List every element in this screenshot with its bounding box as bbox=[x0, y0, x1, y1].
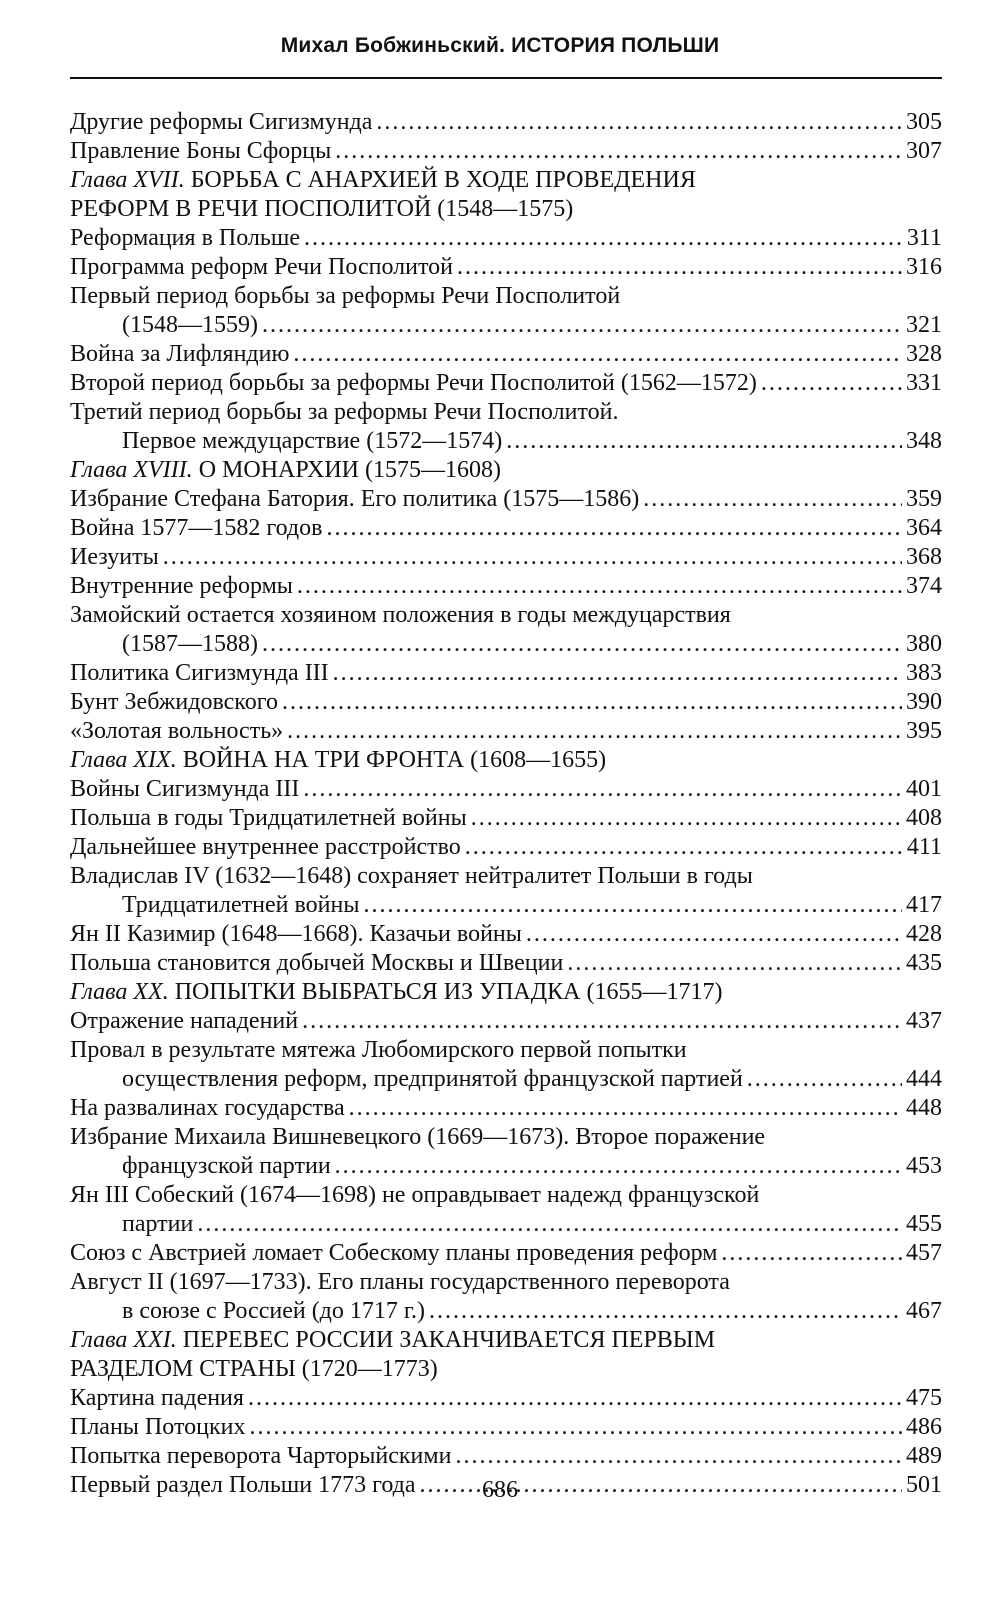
chapter-number: Глава XXI. bbox=[70, 1327, 177, 1353]
toc-page-number: 417 bbox=[906, 892, 942, 918]
leader-dots bbox=[304, 224, 902, 253]
chapter-number: Глава XX. bbox=[70, 979, 169, 1005]
leader-dots bbox=[349, 1094, 902, 1123]
chapter-title: ПЕРЕВЕС РОССИИ ЗАКАНЧИВАЕТСЯ ПЕРВЫМ bbox=[182, 1327, 716, 1353]
toc-entry-cont: французской партии . . . 453 bbox=[70, 1152, 942, 1181]
toc-page-number: 435 bbox=[906, 950, 942, 976]
toc-entry: Бунт Зебжидовского . . . 390 bbox=[70, 688, 942, 717]
chapter-title: ПОПЫТКИ ВЫБРАТЬСЯ ИЗ УПАДКА (1655—1717) bbox=[174, 979, 723, 1005]
toc-page-number: 411 bbox=[906, 834, 942, 860]
toc-entry: Замойский остается хозяином положения в годы междуцарствия bbox=[70, 602, 731, 628]
toc-page-number: 448 bbox=[906, 1095, 942, 1121]
chapter-heading-cont bbox=[70, 1355, 942, 1384]
toc-entry: Война за Лифляндию . . . 328 bbox=[70, 340, 942, 369]
toc-page-number: 348 bbox=[906, 428, 942, 454]
toc-entry: Отражение нападений . . . 437 bbox=[70, 1007, 942, 1036]
toc-page-number: 444 bbox=[906, 1066, 942, 1092]
leader-dots bbox=[465, 833, 902, 862]
toc-page-number: 307 bbox=[906, 138, 942, 164]
leader-dots bbox=[747, 1065, 902, 1094]
toc-entry: Провал в результате мятежа Любомирского первой попытки bbox=[70, 1037, 687, 1063]
toc-page-number: 331 bbox=[906, 370, 942, 396]
leader-dots bbox=[457, 253, 902, 282]
leader-dots bbox=[526, 920, 902, 949]
toc-entry: Избрание Стефана Батория. Его политика (1575—1586) . . . 359 bbox=[70, 485, 942, 514]
page-number: 686 bbox=[482, 1477, 518, 1503]
toc-entry: Первый период борьбы за реформы Речи Посполитой bbox=[70, 283, 621, 309]
toc-page-number: 321 bbox=[906, 312, 942, 338]
toc-entry: Третий период борьбы за реформы Речи Посполитой. bbox=[70, 399, 619, 425]
toc-entry: Ян II Казимир (1648—1668). Казачьи войны . . . 428 bbox=[70, 920, 942, 949]
toc-page-number: 380 bbox=[906, 631, 942, 657]
chapter-heading-cont bbox=[70, 195, 942, 224]
toc-page-number: 401 bbox=[906, 776, 942, 802]
toc-entry: Политика Сигизмунда III . . . 383 bbox=[70, 659, 942, 688]
toc-page-number: 395 bbox=[906, 718, 942, 744]
toc-entry: Дальнейшее внутреннее расстройство . . . 411 bbox=[70, 833, 942, 862]
running-header: Михал Бобжиньский. ИСТОРИЯ ПОЛЬШИ bbox=[280, 34, 720, 57]
leader-dots bbox=[302, 1007, 902, 1036]
header-rule bbox=[70, 77, 942, 79]
toc-entry: Избрание Михаила Вишневецкого (1669—1673). Второе поражение bbox=[70, 1124, 766, 1150]
leader-dots bbox=[248, 1384, 902, 1413]
chapter-title: О МОНАРХИИ (1575—1608) bbox=[198, 457, 501, 483]
table-of-contents bbox=[70, 108, 942, 1500]
leader-dots bbox=[287, 717, 902, 746]
leader-dots bbox=[249, 1413, 902, 1442]
toc-page-number: 383 bbox=[906, 660, 942, 686]
chapter-heading bbox=[70, 166, 942, 195]
leader-dots bbox=[282, 688, 902, 717]
toc-page-number: 328 bbox=[906, 341, 942, 367]
toc-page-number: 311 bbox=[906, 225, 942, 251]
toc-entry: Война 1577—1582 годов . . . 364 bbox=[70, 514, 942, 543]
toc-entry-cont: в союзе с Россией (до 1717 г.) . . . 467 bbox=[70, 1297, 942, 1326]
toc-entry: Реформация в Польше . . . 311 bbox=[70, 224, 942, 253]
leader-dots bbox=[335, 137, 902, 166]
toc-entry: Иезуиты . . . 368 bbox=[70, 543, 942, 572]
toc-entry: Польша становится добычей Москвы и Швеции . . . 435 bbox=[70, 949, 942, 978]
chapter-title: РЕФОРМ В РЕЧИ ПОСПОЛИТОЙ (1548—1575) bbox=[70, 196, 574, 222]
toc-page-number: 368 bbox=[906, 544, 942, 570]
toc-page-number: 453 bbox=[906, 1153, 942, 1179]
toc-entry: Первый раздел Польши 1773 года . . . 501 bbox=[70, 1471, 942, 1500]
toc-entry: Планы Потоцких . . . 486 bbox=[70, 1413, 942, 1442]
toc-entry: Второй период борьбы за реформы Речи Посполитой (1562—1572) . . . 331 bbox=[70, 369, 942, 398]
toc-page-number: 501 bbox=[906, 1472, 942, 1498]
toc-page-number: 305 bbox=[906, 109, 942, 135]
toc-entry: Программа реформ Речи Посполитой . . . 316 bbox=[70, 253, 942, 282]
toc-page-number: 455 bbox=[906, 1211, 942, 1237]
toc-entry: «Золотая вольность» . . . 395 bbox=[70, 717, 942, 746]
leader-dots bbox=[333, 659, 902, 688]
toc-entry-cont: осуществления реформ, предпринятой французской партией . . . 444 bbox=[70, 1065, 942, 1094]
toc-entry: Правление Боны Сфорцы . . . 307 bbox=[70, 137, 942, 166]
leader-dots bbox=[721, 1239, 902, 1268]
chapter-number: Глава XVII. bbox=[70, 167, 185, 193]
toc-page-number: 486 bbox=[906, 1414, 942, 1440]
toc-page-number: 457 bbox=[906, 1240, 942, 1266]
toc-entry: Август II (1697—1733). Его планы государственного переворота bbox=[70, 1269, 730, 1295]
toc-entry: Польша в годы Тридцатилетней войны . . . 408 bbox=[70, 804, 942, 833]
leader-dots bbox=[297, 572, 902, 601]
toc-entry-cont: (1587—1588) . . . 380 bbox=[70, 630, 942, 659]
toc-page-number: 408 bbox=[906, 805, 942, 831]
leader-dots bbox=[376, 108, 902, 137]
chapter-number: Глава XIX. bbox=[70, 747, 177, 773]
toc-page-number: 364 bbox=[906, 515, 942, 541]
leader-dots bbox=[761, 369, 902, 398]
chapter-title: РАЗДЕЛОМ СТРАНЫ (1720—1773) bbox=[70, 1356, 438, 1382]
leader-dots bbox=[197, 1210, 902, 1239]
leader-dots bbox=[471, 804, 902, 833]
chapter-heading bbox=[70, 978, 942, 1007]
toc-entry-cont: партии . . . 455 bbox=[70, 1210, 942, 1239]
chapter-title: БОРЬБА С АНАРХИЕЙ В ХОДЕ ПРОВЕДЕНИЯ bbox=[190, 167, 696, 193]
toc-entry-cont: (1548—1559) . . . 321 bbox=[70, 311, 942, 340]
toc-entry-cont: Первое междуцарствие (1572—1574) . . . 348 bbox=[70, 427, 942, 456]
toc-entry: Другие реформы Сигизмунда . . . 305 bbox=[70, 108, 942, 137]
toc-page-number: 359 bbox=[906, 486, 942, 512]
toc-entry-cont: Тридцатилетней войны . . . 417 bbox=[70, 891, 942, 920]
toc-page-number: 437 bbox=[906, 1008, 942, 1034]
toc-entry: Ян III Собеский (1674—1698) не оправдывает надежд французской bbox=[70, 1182, 760, 1208]
toc-page-number: 390 bbox=[906, 689, 942, 715]
toc-entry: Попытка переворота Чарторыйскими . . . 489 bbox=[70, 1442, 942, 1471]
leader-dots bbox=[643, 485, 902, 514]
leader-dots bbox=[455, 1442, 902, 1471]
chapter-heading bbox=[70, 1326, 942, 1355]
leader-dots bbox=[262, 311, 902, 340]
toc-entry: Войны Сигизмунда III . . . 401 bbox=[70, 775, 942, 804]
toc-page-number: 428 bbox=[906, 921, 942, 947]
leader-dots bbox=[303, 775, 902, 804]
leader-dots bbox=[567, 949, 902, 978]
toc-page-number: 316 bbox=[906, 254, 942, 280]
leader-dots bbox=[363, 891, 902, 920]
leader-dots bbox=[262, 630, 902, 659]
chapter-heading bbox=[70, 456, 942, 485]
toc-entry: На развалинах государства . . . 448 bbox=[70, 1094, 942, 1123]
toc-page-number: 374 bbox=[906, 573, 942, 599]
toc-entry: Владислав IV (1632—1648) сохраняет нейтралитет Польши в годы bbox=[70, 863, 753, 889]
leader-dots bbox=[293, 340, 902, 369]
toc-page-number: 475 bbox=[906, 1385, 942, 1411]
chapter-title: ВОЙНА НА ТРИ ФРОНТА (1608—1655) bbox=[182, 747, 607, 773]
toc-entry: Картина падения . . . 475 bbox=[70, 1384, 942, 1413]
toc-page-number: 489 bbox=[906, 1443, 942, 1469]
toc-entry: Внутренние реформы . . . 374 bbox=[70, 572, 942, 601]
leader-dots bbox=[506, 427, 902, 456]
chapter-number: Глава XVIII. bbox=[70, 457, 193, 483]
toc-entry: Союз с Австрией ломает Собескому планы проведения реформ . . . 457 bbox=[70, 1239, 942, 1268]
toc-page-number: 467 bbox=[906, 1298, 942, 1324]
chapter-heading bbox=[70, 746, 942, 775]
leader-dots bbox=[163, 543, 902, 572]
leader-dots bbox=[335, 1152, 902, 1181]
leader-dots bbox=[326, 514, 902, 543]
leader-dots bbox=[429, 1297, 902, 1326]
